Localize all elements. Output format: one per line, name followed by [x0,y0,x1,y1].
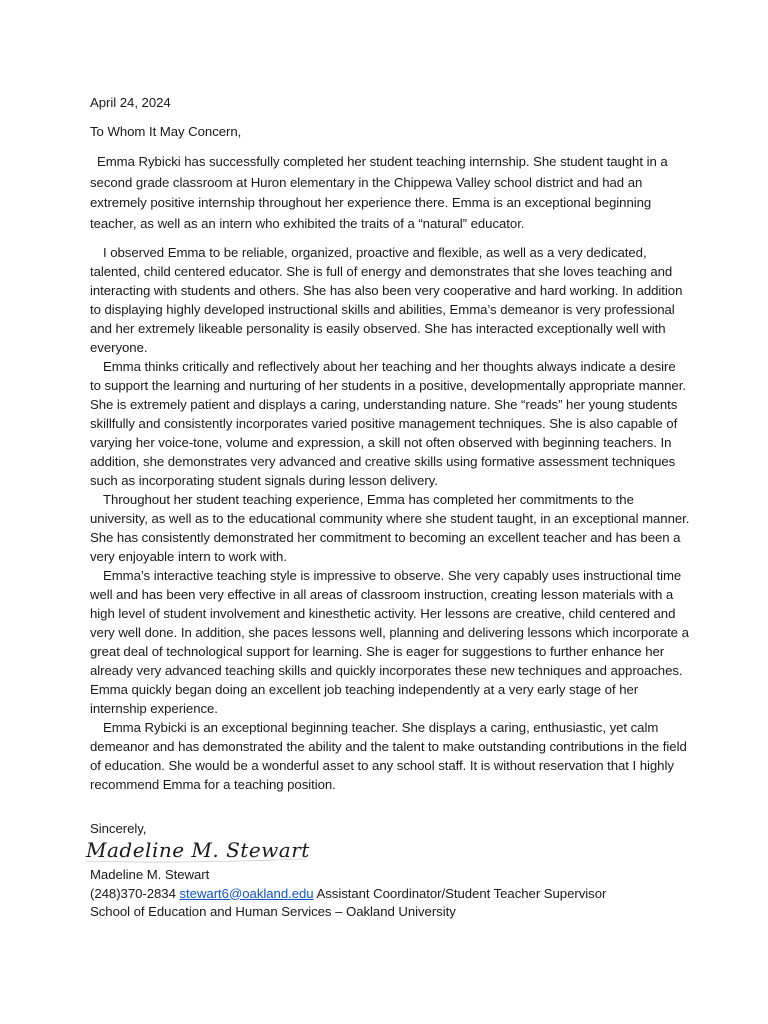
paragraph-reflection: Emma thinks critically and reflectively about her teaching and her thoughts always indicate a desire to support the learning and nurturing of her students in a positive, developmentally appropriate manner. She is extremely patient and displays a caring, understanding nature. She “reads” her young students skillfully and consistently incorporates varied positive management techniques. She is also capable of varying her voice-tone, volume and expression, a skill not often observed with beginning teachers. In addition, she demonstrates very advanced and creative skills using formative assessment techniques such as incorporating student signals during lesson delivery. [90,359,686,488]
signature-block [90,866,690,922]
paragraph-commitments: Throughout her student teaching experience, Emma has completed her commitments to the university, as well as to the educational community where she student taught, in an exceptional manner. She has consistently demonstrated her commitment to becoming an excellent teacher and has been a very enjoyable intern to work with. [90,492,690,564]
paragraph-intro: Emma Rybicki has successfully completed her student teaching internship. She student taught in a second grade classroom at Huron elementary in the Chippewa Valley school district and had an extremely positive internship throughout her experience there. Emma is an exceptional beginning teacher, as well as an intern who exhibited the traits of a “natural” educator. [90,154,668,231]
phone-number: (248)370-2834 [90,885,176,901]
signature-script: Madeline M. Stewart [86,838,310,862]
salutation: To Whom It May Concern, [90,124,242,139]
paragraph-recommendation: Emma Rybicki is an exceptional beginning teacher. She displays a caring, enthusiastic, yet calm demeanor and has demonstrated the ability and the talent to make outstanding contributions in the field of education. She would be a wonderful asset to any school staff. It is without reservation that I highly recommend Emma for a teaching position. [90,720,687,792]
paragraph-teaching-style: Emma’s interactive teaching style is impressive to observe. She very capably uses instructional time well and has been very effective in all areas of classroom instruction, creating lesson materials with a high level of student involvement and kinesthetic activity. Her lessons are creative, child centered and very well done. In addition, she paces lessons well, planning and delivering lessons which incorporate a great deal of technological support for learning. She is eager for suggestions to further enhance her already very advanced teaching skills and quickly incorporates these new techniques and approaches. Emma quickly began doing an excellent job teaching independently at a very early stage of her internship experience. [90,568,689,716]
letter-date: April 24, 2024 [90,95,171,110]
contact-line [90,885,690,904]
paragraph-qualities: I observed Emma to be reliable, organized, proactive and flexible, as well as a very dedicated, talented, child centered educator. She is full of energy and demonstrates that she loves teaching and interacting with students and others. She has also been very cooperative and hard working. In addition to displaying highly developed instructional skills and abilities, Emma’s demeanor is very professional and her extremely likeable personality is easily observed. She has interacted exceptionally well with everyone. [90,245,683,355]
letter-body [86,93,690,922]
handwritten-signature [84,832,314,866]
signer-name: Madeline M. Stewart [90,867,210,882]
email-link[interactable]: stewart6@oakland.edu [179,885,314,901]
department-line: School of Education and Human Services – Oakland University [90,904,456,919]
signer-title: Assistant Coordinator/Student Teacher Supervisor [313,885,607,901]
closing: Sincerely, [90,821,147,836]
